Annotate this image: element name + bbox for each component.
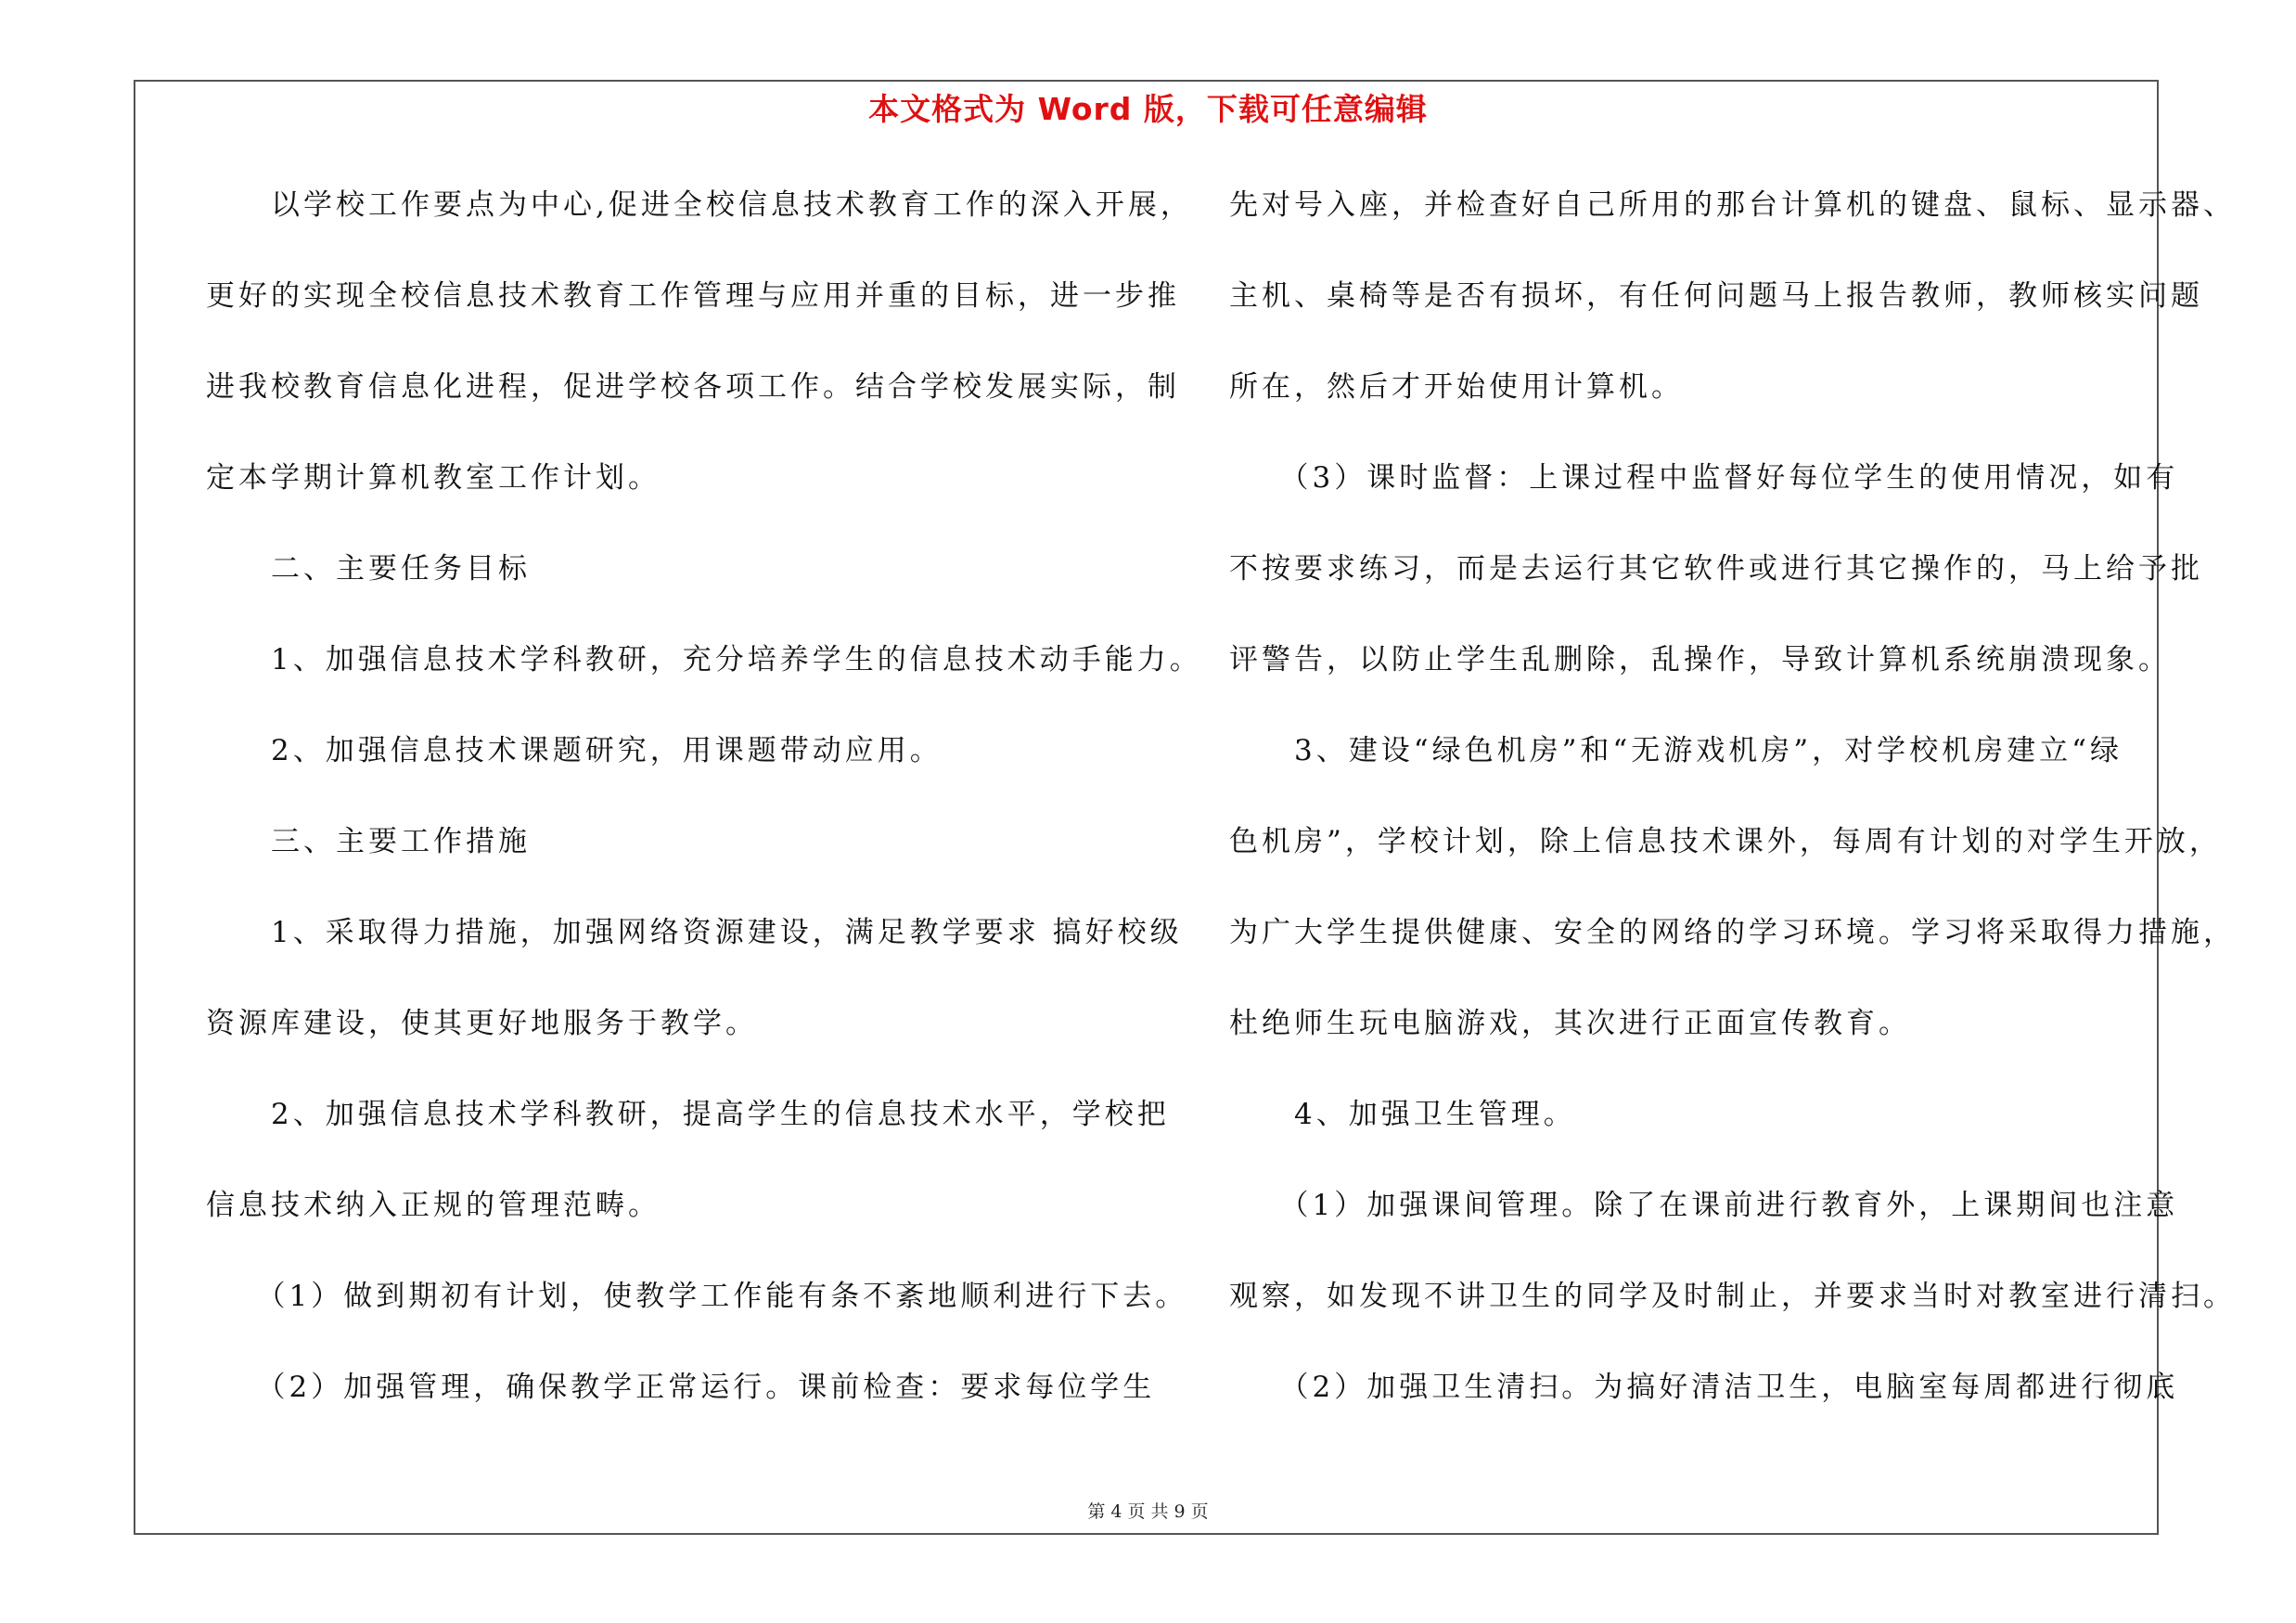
text-line: （2）加强卫生清扫。为搞好清洁卫生，电脑室每周都进行彻底 xyxy=(1229,1371,2179,1404)
text-line: 色机房”，学校计划，除上信息技术课外，每周有计划的对学生开放， xyxy=(1229,825,2222,858)
text-line: 杜绝师生玩电脑游戏，其次进行正面宣传教育。 xyxy=(1229,1007,1911,1040)
text-line: 评警告，以防止学生乱删除，乱操作，导致计算机系统崩溃现象。 xyxy=(1229,643,2171,676)
text-line: 不按要求练习，而是去运行其它软件或进行其它操作的，马上给予批 xyxy=(1229,552,2203,586)
header-banner: 本文格式为 Word 版，下载可任意编辑 xyxy=(868,91,1428,127)
text-line: 3、建设“绿色机房”和“无游戏机房”，对学校机房建立“绿 xyxy=(1229,734,2123,767)
text-line: 更好的实现全校信息技术教育工作管理与应用并重的目标，进一步推 xyxy=(206,279,1180,313)
text-line: （1）做到期初有计划，使教学工作能有条不紊地顺利进行下去。 xyxy=(206,1280,1188,1313)
text-line: 4、加强卫生管理。 xyxy=(1229,1098,1576,1131)
text-line: 先对号入座，并检查好自己所用的那台计算机的键盘、鼠标、显示器、 xyxy=(1229,188,2236,222)
text-line: （3）课时监督：上课过程中监督好每位学生的使用情况，如有 xyxy=(1229,461,2179,495)
text-line: （1）加强课间管理。除了在课前进行教育外，上课期间也注意 xyxy=(1229,1189,2179,1222)
text-line: 信息技术纳入正规的管理范畴。 xyxy=(206,1189,661,1222)
text-line: 定本学期计算机教室工作计划。 xyxy=(206,461,661,495)
text-line: 2、加强信息技术课题研究，用课题带动应用。 xyxy=(206,734,943,767)
text-line: 1、加强信息技术学科教研，充分培养学生的信息技术动手能力。 xyxy=(206,643,1202,676)
text-line: 2、加强信息技术学科教研，提高学生的信息技术水平，学校把 xyxy=(206,1098,1170,1131)
text-line: （2）加强管理，确保教学正常运行。课前检查：要求每位学生 xyxy=(206,1371,1156,1404)
text-line: 二、主要任务目标 xyxy=(206,552,531,586)
text-line: 观察，如发现不讲卫生的同学及时制止，并要求当时对教室进行清扫。 xyxy=(1229,1280,2236,1313)
text-line: 以学校工作要点为中心,促进全校信息技术教育工作的深入开展， xyxy=(206,188,1193,222)
text-line: 1、采取得力措施，加强网络资源建设，满足教学要求 搞好校级 xyxy=(206,916,1183,949)
text-line: 所在，然后才开始使用计算机。 xyxy=(1229,370,1684,404)
text-line: 资源库建设，使其更好地服务于教学。 xyxy=(206,1007,758,1040)
text-line: 三、主要工作措施 xyxy=(206,825,531,858)
text-line: 进我校教育信息化进程，促进学校各项工作。结合学校发展实际，制 xyxy=(206,370,1180,404)
text-line: 主机、桌椅等是否有损坏，有任何问题马上报告教师，教师核实问题 xyxy=(1229,279,2203,313)
page-number: 第 4 页 共 9 页 xyxy=(1087,1501,1209,1522)
text-line: 为广大学生提供健康、安全的网络的学习环境。学习将采取得力措施， xyxy=(1229,916,2236,949)
